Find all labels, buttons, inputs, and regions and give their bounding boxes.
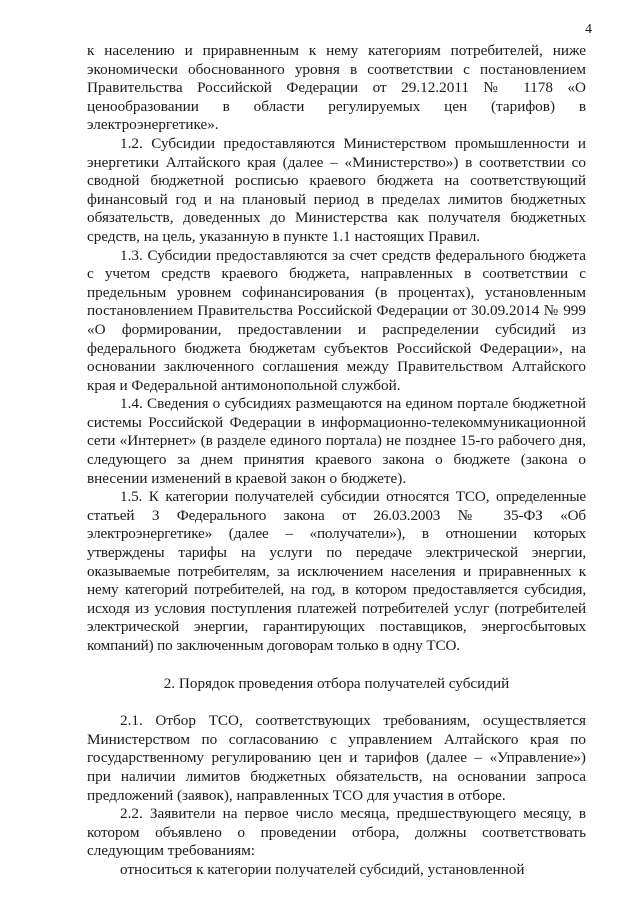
paragraph-2-2-item: относиться к категории получателей субсидий, установленной <box>120 860 525 878</box>
document-body <box>87 42 586 880</box>
paragraph-continuation: к населению и приравненным к нему категориям потребителей, ниже экономически обоснованного уровня в соответствии с постановлением Правительства Российской Федерации от 29.12.2011 № 1178 «О ценообразовании в области регулируемых цен (тарифов) в электроэнергетике». <box>87 42 586 134</box>
paragraph-1-2: 1.2. Субсидии предоставляются Министерством промышленности и энергетики Алтайского края (далее – «Министерство») в соответствии со сводной бюджетной росписью краевого бюджета на соответствующий финансовый год и на плановый период в пределах лимитов бюджетных обязательств, доведенных до Министерства как получателя бюджетных средств, на цель, указанную в пункте 1.1 настоящих Правил. <box>87 134 586 245</box>
page-number: 4 <box>585 22 592 37</box>
paragraph-1-4: 1.4. Сведения о субсидиях размещаются на едином портале бюджетной системы Российской Федерации в информационно-телекоммуникационной сети «Интернет» (в разделе единого портала) не позднее 15-го рабочего дня, следующего за днем принятия краевого закона о бюджете (закона о внесении изменений в краевой закон о бюджете). <box>87 395 586 487</box>
section-heading-2: 2. Порядок проведения отбора получателей субсидий <box>163 674 510 692</box>
paragraph-2-2: 2.2. Заявители на первое число месяца, предшествующего месяцу, в котором объявлено о проведении отбора, должны соответствовать следующим требованиям: <box>87 805 586 860</box>
paragraph-1-3: 1.3. Субсидии предоставляются за счет средств федерального бюджета с учетом средств краевого бюджета, направленных в соответствии с предельным уровнем софинансирования (в процентах), установленным постановлением Правительства Российской Федерации от 30.09.2014 № 999 «О формировании, предоставлении и распределении субсидий из федерального бюджета бюджетам субъектов Российской Федерации», на основании заключенного соглашения между Правительством Алтайского края и Федеральной антимонопольной службой. <box>87 246 586 394</box>
paragraph-2-1: 2.1. Отбор ТСО, соответствующих требованиям, осуществляется Министерством по согласованию с управлением Алтайского края по государственному регулированию цен и тарифов (далее – «Управление») при наличии лимитов бюджетных обязательств, на основании запроса предложений (заявок), направленных ТСО для участия в отборе. <box>87 712 586 804</box>
paragraph-1-5: 1.5. К категории получателей субсидии относятся ТСО, определенные статьей 3 Федерального закона от 26.03.2003 № 35-ФЗ «Об электроэнергетике» (далее – «получатели»), в отношении которых утверждены тарифы на услуги по передаче электрической энергии, оказываемые потребителям, за исключением населения и приравненных к нему категорий потребителей, на год, в котором предоставляется субсидия, исходя из условия поступления платежей потребителей услуг (потребителей электрической энергии, гарантирующих поставщиков, энергосбытовых компаний) по заключенным договорам только в одну ТСО. <box>87 488 586 654</box>
